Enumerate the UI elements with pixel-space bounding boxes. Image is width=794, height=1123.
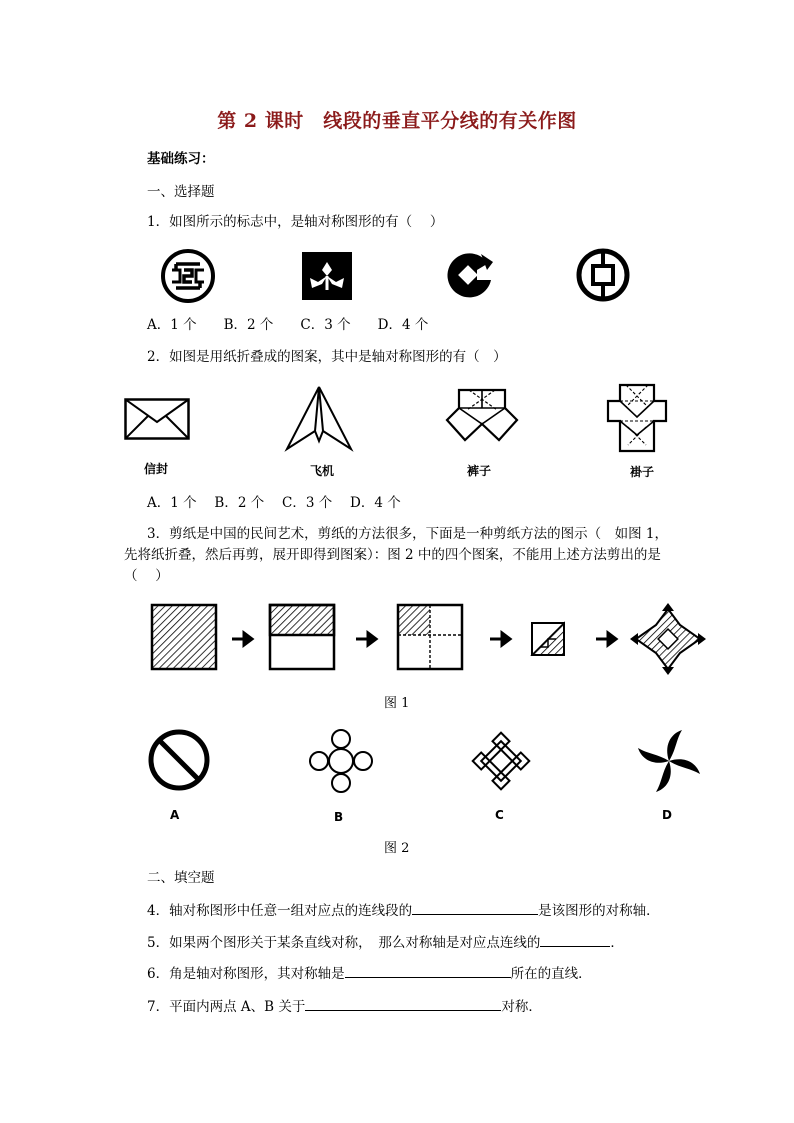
question-2-stem: 2．如图是用纸折叠成的图案，其中是轴对称图形的有（ ）: [147, 349, 507, 365]
logo-3-icon: [443, 248, 497, 302]
question-1-stem: 1．如图所示的标志中，是轴对称图形的有（ ）: [147, 214, 444, 230]
option-label-d: D: [662, 808, 672, 822]
section-two-heading: 二、填空题: [147, 870, 215, 886]
question-5-after: ．: [610, 935, 624, 951]
fig1-step-1: [152, 605, 216, 669]
question-5-blank[interactable]: [540, 932, 610, 947]
fig1-step-2: [270, 605, 334, 669]
airplane-figure-icon: [285, 385, 353, 451]
question-6: [147, 963, 592, 983]
question-6-blank[interactable]: [345, 963, 511, 978]
question-4-after: 是该图形的对称轴．: [538, 903, 660, 919]
arrow-3-icon: [490, 633, 510, 645]
jacket-figure-icon: [606, 383, 668, 453]
question-6-before: 6．角是轴对称图形，其对称轴是: [147, 966, 345, 982]
fig1-step-5: [630, 603, 706, 675]
envelope-figure-icon: [124, 398, 190, 440]
section-basic-heading: 基础练习：: [147, 151, 215, 167]
question-4: [147, 900, 660, 920]
question-4-before: 4．轴对称图形中任意一组对应点的连线段的: [147, 903, 413, 919]
option-d-swirl-icon: [634, 726, 704, 796]
fig1-step-3: [398, 605, 462, 669]
option-label-b: B: [334, 810, 344, 824]
logo-4-icon: [575, 247, 631, 303]
fig1-step-4: [532, 623, 564, 655]
question-3-line-3: （ ）: [124, 568, 169, 584]
question-5: [147, 932, 624, 952]
logo-2-icon: [302, 252, 352, 300]
option-label-c: C: [495, 808, 504, 822]
question-7: [147, 996, 542, 1016]
arrow-2-icon: [356, 633, 376, 645]
question-5-before: 5．如果两个图形关于某条直线对称， 那么对称轴是对应点连线的: [147, 935, 541, 951]
pants-figure-icon: [445, 388, 519, 454]
question-2-options: A．1 个 B．2 个 C．3 个 D．4 个: [147, 495, 401, 511]
question-3-line-1: 3．剪纸是中国的民间艺术，剪纸的方法很多，下面是一种剪纸方法的图示（ 如图 1，: [147, 526, 668, 542]
figure-label-envelope: 信封: [144, 462, 169, 476]
question-4-blank[interactable]: [412, 900, 538, 915]
question-7-blank[interactable]: [305, 996, 501, 1011]
question-3-line-2: 先将纸折叠，然后再剪，展开即得到图案）：图 2 中的四个图案，不能用上述方法剪出的是: [124, 547, 661, 563]
figure-label-pants: 裤子: [467, 464, 492, 478]
page-title: 第 2 课时 线段的垂直平分线的有关作图: [217, 110, 577, 132]
question-6-after: 所在的直线．: [510, 966, 592, 982]
figure-2-caption: 图 2: [384, 841, 410, 856]
option-a-no-sign-icon: [146, 727, 212, 793]
figure-1-sequence: [140, 595, 720, 680]
figure-1-caption: 图 1: [384, 696, 410, 711]
option-c-knot-icon: [470, 730, 532, 792]
option-b-circles-icon: [308, 728, 374, 794]
question-7-before: 7．平面内两点 A、B 关于: [147, 999, 306, 1015]
logo-1-icon: [160, 248, 216, 304]
question-1-options: A．1 个 B．2 个 C．3 个 D．4 个: [147, 317, 429, 333]
figure-label-airplane: 飞机: [310, 464, 335, 478]
section-one-heading: 一、选择题: [147, 184, 215, 200]
figure-label-jacket: 褂子: [630, 465, 655, 479]
arrow-4-icon: [596, 633, 616, 645]
arrow-1-icon: [232, 633, 252, 645]
question-7-after: 对称．: [501, 999, 542, 1015]
option-label-a: A: [170, 808, 180, 822]
